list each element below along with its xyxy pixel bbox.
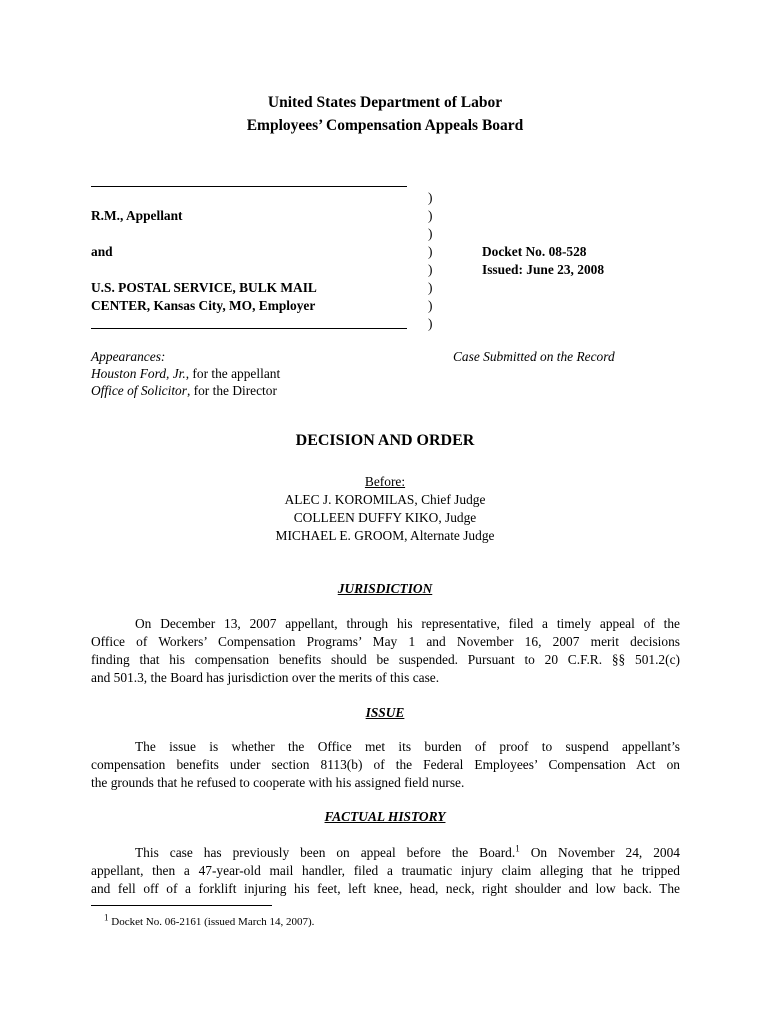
footnote-number: 1 xyxy=(104,912,109,923)
caption-paren: ) xyxy=(428,262,433,277)
appellant-rep-name: Houston Ford, Jr. xyxy=(91,366,186,381)
factual-history-heading: FACTUAL HISTORY xyxy=(324,809,446,824)
issue-paragraph xyxy=(91,738,680,792)
judge-chief: ALEC J. KOROMILAS, Chief Judge xyxy=(284,492,486,507)
paragraph-line: On December 13, 2007 appellant, through his representative, filed a timely appeal of the xyxy=(135,616,680,631)
director-rep-name: Office of Solicitor xyxy=(91,383,187,398)
factual-history-paragraph xyxy=(91,844,680,898)
paragraph-line: compensation benefits under section 8113(b) of the Federal Employees’ Compensation Act on xyxy=(91,757,680,772)
footnote-text: Docket No. 06-2161 (issued March 14, 2007). xyxy=(111,916,315,928)
caption-paren: ) xyxy=(428,280,433,295)
caption-paren: ) xyxy=(428,208,433,223)
caption-bottom-rule xyxy=(91,328,407,329)
caption-paren: ) xyxy=(428,190,433,205)
issued-date: Issued: June 23, 2008 xyxy=(482,262,605,277)
director-representative xyxy=(91,382,277,400)
decision-title: DECISION AND ORDER xyxy=(295,432,475,449)
issue-heading: ISSUE xyxy=(365,705,405,720)
footnote xyxy=(104,913,314,931)
paragraph-line: finding that his compensation benefits should be suspended. Pursuant to 20 C.F.R. §§ 501.2(c) xyxy=(91,652,680,667)
footnote-separator xyxy=(91,905,272,906)
and-text: and xyxy=(91,244,113,259)
case-submitted-note: Case Submitted on the Record xyxy=(453,349,615,364)
caption-paren: ) xyxy=(428,298,433,313)
agency-title: United States Department of Labor xyxy=(267,94,503,111)
footnote-reference[interactable]: 1 xyxy=(515,843,520,854)
paragraph-line: and fell off of a forklift injuring his feet, left knee, head, neck, right shoulder and low back. The xyxy=(91,881,680,896)
caption-top-rule xyxy=(91,186,407,187)
docket-number: Docket No. 08-528 xyxy=(482,244,587,259)
paragraph-line: The issue is whether the Office met its burden of proof to suspend appellant’s xyxy=(135,739,680,754)
employer-line-1: U.S. POSTAL SERVICE, BULK MAIL xyxy=(91,280,317,295)
paragraph-line: and 501.3, the Board has jurisdiction over the merits of this case. xyxy=(91,670,440,685)
employer-line-2: CENTER, Kansas City, MO, Employer xyxy=(91,298,316,313)
appellant-rep-role: , for the appellant xyxy=(185,366,281,381)
caption-paren: ) xyxy=(428,226,433,241)
paragraph-text: On November 24, 2004 xyxy=(519,845,681,860)
appearances-label: Appearances: xyxy=(91,349,166,364)
caption-paren: ) xyxy=(428,244,433,259)
appellant-name: R.M., Appellant xyxy=(91,208,183,223)
before-label: Before: xyxy=(364,474,406,489)
paragraph-line xyxy=(91,844,680,862)
judge-associate: COLLEEN DUFFY KIKO, Judge xyxy=(293,510,477,525)
appellant-representative xyxy=(91,365,280,383)
jurisdiction-paragraph xyxy=(91,615,680,687)
caption-paren: ) xyxy=(428,316,433,331)
director-rep-role: , for the Director xyxy=(186,383,277,398)
paragraph-line: the grounds that he refused to cooperate with his assigned field nurse. xyxy=(91,775,465,790)
paragraph-line: appellant, then a 47-year-old mail handler, filed a traumatic injury claim alleging that he tripped xyxy=(91,863,680,878)
board-title: Employees’ Compensation Appeals Board xyxy=(246,117,524,134)
paragraph-line: Office of Workers’ Compensation Programs’ May 1 and November 16, 2007 merit decisions xyxy=(91,634,680,649)
paragraph-text: This case has previously been on appeal before the Board. xyxy=(135,845,516,860)
jurisdiction-heading: JURISDICTION xyxy=(337,581,433,596)
judge-alternate: MICHAEL E. GROOM, Alternate Judge xyxy=(275,528,495,543)
